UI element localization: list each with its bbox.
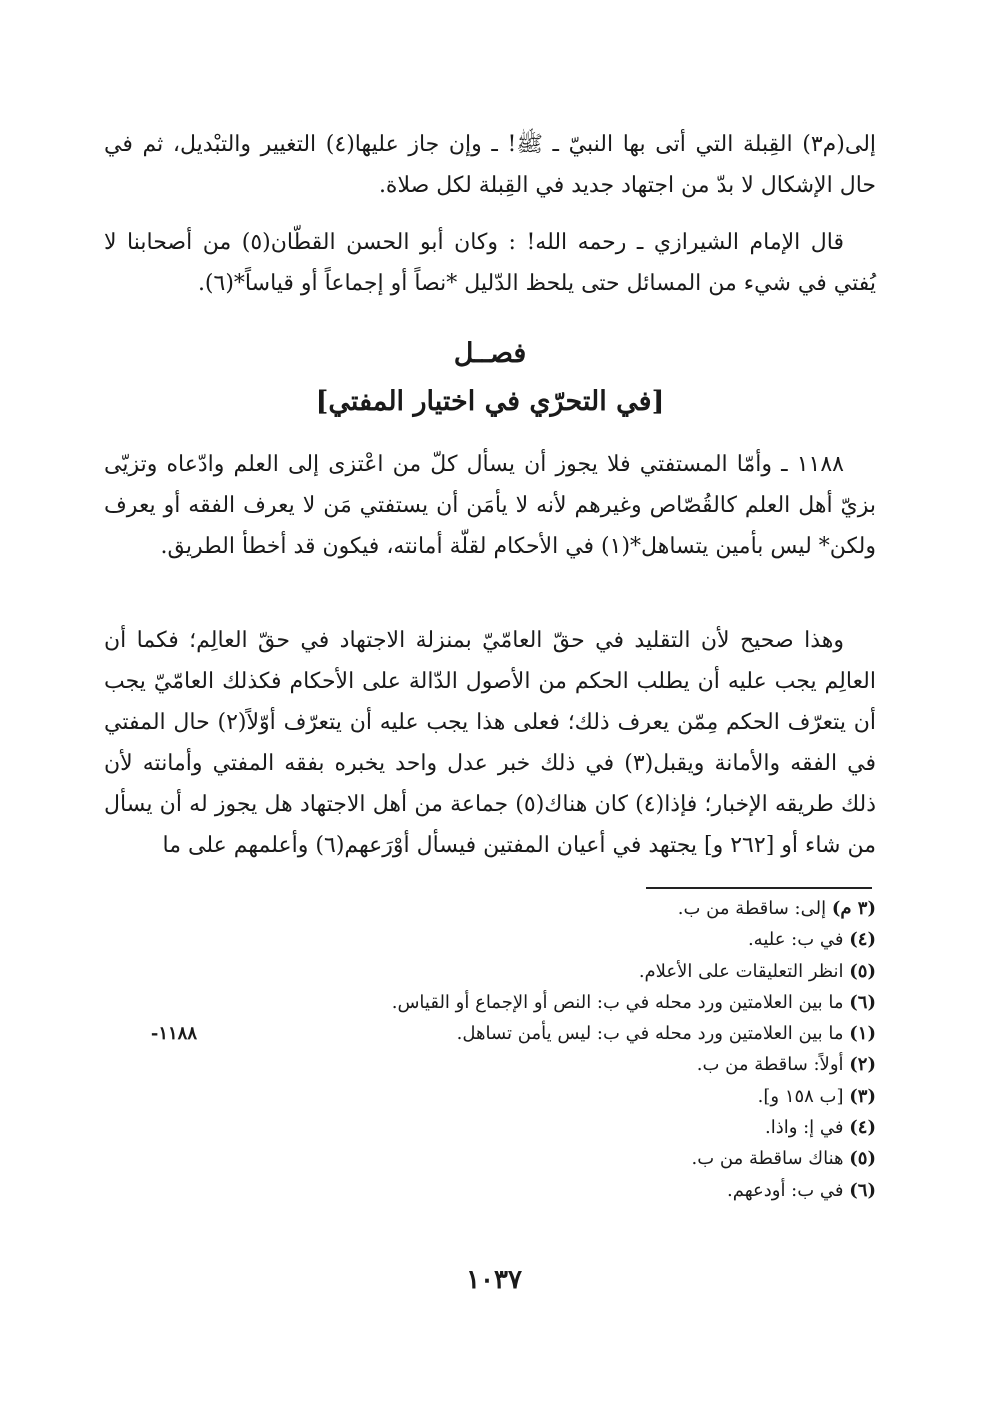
footnote-text: ما بين العلامتين ورد محله في ب: ليس يأمن تساهل. bbox=[456, 1023, 844, 1045]
footnote-text: هناك ساقطة من ب. bbox=[691, 1148, 844, 1170]
footnote-number: (٥) bbox=[849, 1148, 876, 1170]
section-title: فصــل bbox=[453, 338, 527, 369]
footnote-item bbox=[200, 1049, 876, 1080]
footnote-number: (٤) bbox=[849, 1117, 876, 1139]
footnote-text: في ب: أودعهم. bbox=[727, 1179, 844, 1201]
footnote-number: (٢) bbox=[849, 1054, 876, 1076]
body-paragraph-3 bbox=[104, 444, 876, 567]
footnote-number: (٥) bbox=[849, 960, 876, 982]
footnotes bbox=[150, 893, 876, 1206]
footnote-item bbox=[200, 987, 876, 1018]
section-subtitle: [في التحرّي في اختيار المفتي] bbox=[315, 386, 665, 417]
footnote-item bbox=[200, 893, 876, 924]
footnote-text: [ب ١٥٨ و]. bbox=[757, 1085, 844, 1107]
footnote-text: أولاً: ساقطة من ب. bbox=[696, 1054, 844, 1076]
footnote-number: (٣) bbox=[849, 1085, 876, 1107]
footnote-divider bbox=[646, 887, 872, 889]
paragraph-text: قال الإمام الشيرازي ـ رحمه الله! : وكان أبو الحسن القطّان(٥) من أصحابنا لا يُفتي في شيء من المسائل حتى يلحظ الدّليل *نصاً أو إجماعاً أو قياساً*(٦). bbox=[104, 230, 876, 296]
body-paragraph-1 bbox=[104, 124, 876, 206]
footnote-item bbox=[200, 924, 876, 955]
footnote-item bbox=[200, 1143, 876, 1174]
footnote-text: في ب: عليه. bbox=[747, 929, 844, 951]
footnote-group-label: ١١٨٨- bbox=[150, 1023, 197, 1045]
body-paragraph-4 bbox=[104, 620, 876, 866]
footnote-number: (١) bbox=[849, 1023, 876, 1045]
footnote-item bbox=[200, 1175, 876, 1206]
footnote-text: في إ: واذا. bbox=[764, 1117, 844, 1139]
paragraph-text: إلى(م٣) القِبلة التي أتى بها النبيّ ـ ﷺ! ـ وإن جاز عليها(٤) التغيير والتبْديل، ثم في حال الإشكال لا بدّ من اجتهاد جديد في القِبلة لكل صلاة. bbox=[104, 132, 877, 198]
footnote-number: (٦) bbox=[849, 991, 876, 1013]
footnote-number: (٦) bbox=[849, 1179, 876, 1201]
paragraph-text: ١١٨٨ ـ وأمّا المستفتي فلا يجوز أن يسأل كلّ من اعْتزى إلى العلم وادّعاه وتزيّى بزيّ أهل العلم كالقُصّاص وغيرهم لأنه لا يأمَن أن يستفتي مَن لا يعرف الفقه أو يعرف ولكن* ليس بأمين يتساهل*(١) في الأحكام لقلّة أمانته، فيكون قد أخطأ الطريق. bbox=[104, 452, 876, 559]
footnote-item bbox=[150, 1018, 876, 1049]
footnote-text: انظر التعليقات على الأعلام. bbox=[638, 960, 844, 982]
page-number: ١٠٣٧ bbox=[466, 1265, 522, 1295]
footnote-item bbox=[200, 956, 876, 987]
footnote-number: (٤) bbox=[849, 929, 876, 951]
footnote-item bbox=[200, 1112, 876, 1143]
paragraph-text: وهذا صحيح لأن التقليد في حقّ العامّيّ بمنزلة الاجتهاد في حقّ العالِم؛ فكما أن العالِم يجب عليه أن يطلب الحكم من الأصول الدّالة على الأحكام فكذلك العامّيّ يجب أن يتعرّف الحكم مِمّن يعرف ذلك؛ فعلى هذا يجب عليه أن يتعرّف أوّلاً(٢) حال المفتي في الفقه والأمانة ويقبل(٣) في ذلك خبر عدل واحد يخبره بفقه المفتي وأمانته لأن ذلك طريقه الإخبار؛ فإذا(٤) كان هناك(٥) جماعة من أهل الاجتهاد هل يجوز له أن يسأل من شاء أو [٢٦٢ و] يجتهد في أعيان المفتين فيسأل أوْرَعهم(٦) وأعلمهم على ما bbox=[104, 628, 876, 858]
footnote-text: إلى: ساقطة من ب. bbox=[677, 898, 827, 919]
footnote-number: (٣ م) bbox=[831, 898, 876, 919]
body-paragraph-2 bbox=[104, 222, 876, 304]
footnote-text: ما بين العلامتين ورد محله في ب: النص أو الإجماع أو القياس. bbox=[391, 991, 844, 1013]
footnote-item bbox=[200, 1081, 876, 1112]
